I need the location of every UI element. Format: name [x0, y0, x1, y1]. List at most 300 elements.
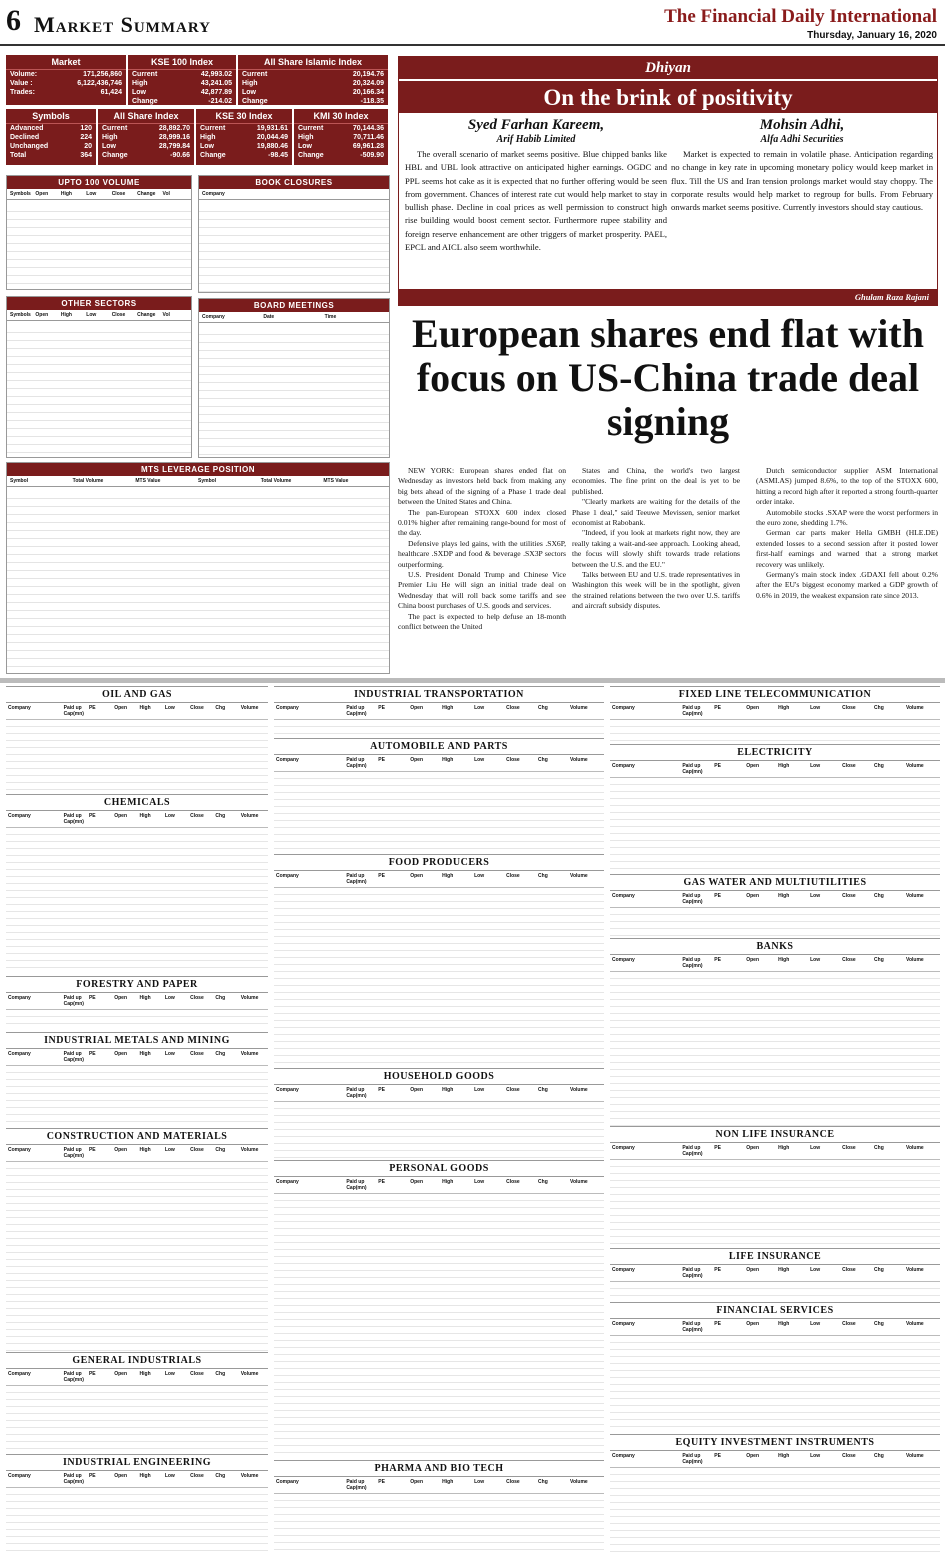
sector-table-ind-transport [274, 686, 604, 736]
column-header: Low [164, 995, 175, 1001]
column-header: Close [190, 995, 204, 1001]
column-header: Chg [874, 893, 884, 899]
column-header: Low [164, 705, 175, 711]
column-header: Open [114, 995, 128, 1001]
column-header: Paid up Cap(mn) [63, 705, 84, 717]
column-header: Company [276, 1087, 299, 1093]
sector-rows [6, 1488, 268, 1556]
column-header: Open [114, 1371, 128, 1377]
sector-rows [274, 1494, 604, 1556]
column-header: Open [114, 813, 128, 819]
column-header: Low [164, 813, 175, 819]
column-header: PE [88, 1371, 96, 1377]
column-header: Low [810, 1145, 821, 1151]
column-header: Close [842, 1321, 856, 1327]
sector-table-personal [274, 1160, 604, 1456]
sector-title: AUTOMOBILE AND PARTS [274, 739, 604, 755]
board-meetings-table: BOARD MEETINGS Company Date Time [198, 298, 390, 458]
sector-column-headers [274, 755, 604, 772]
upto100-table: UPTO 100 VOLUME Symbols Open High Low Close Change Vol [6, 175, 192, 290]
sector-title: INDUSTRIAL ENGINEERING [6, 1455, 268, 1471]
column-header: Paid up Cap(mn) [346, 1479, 367, 1491]
column-header: Chg [874, 763, 884, 769]
column-header: PE [378, 1087, 385, 1093]
masthead: The Financial Daily International [664, 6, 937, 27]
column-header: Chg [874, 705, 884, 711]
sector-title: EQUITY INVESTMENT INSTRUMENTS [610, 1435, 940, 1451]
column-header: Volume [905, 763, 924, 769]
article-column-2: States and China, the world's two largest economies. The fine print on the deal is yet to be published. "Clearly markets are waiting for the details of the Phase 1 deal," said Teeuwe Mevissen, senior market economist at Rabobank. "Indeed, if you look at markets right now, they are really taking a wait-and-see approach. Looking ahead, the focus will slowly shift towards trade relations between the U.S. and the EU." Talks between EU and U.S. trade representatives in Washington this week will be in the spotlight, given the strained relations between the two over U.S. tariffs and aircraft subsidy disputes. [572, 466, 740, 611]
sector-rows [274, 1194, 604, 1458]
sector-rows [610, 1468, 940, 1556]
column-header: Company [276, 873, 299, 879]
column-header: Close [190, 1051, 204, 1057]
column-header: Open [746, 1453, 759, 1459]
analyst-comment: The overall scenario of market seems positive. Blue chipped banks like HBL and UBL look attractive on anticipated higher earnings. OGDC and PPL seems hot cake as it is expected that no further offering would be seen from government. Chances of interest rate cut would help market to stay in bullish phase. Decline in coal prices as well permission to construct high rise building would boost cement sector. Furthermore rupee stability and foreign reserve enhancement are other triggers of market prosperity. PAEL, EPCL and AICL also seem worthwhile. [405, 149, 667, 253]
column-header: Open [746, 1145, 759, 1151]
article-column-3: Dutch semiconductor supplier ASM International (ASMI.AS) jumped 8.6%, to the top of the STOXX 600, hitting a record high after it reported a strong fourth-quarter order intake. Automobile stocks .SXAP were the worst performers in the euro zone, shedding 1.7%. German car parts maker Hella GMBH (HLE.DE) extended losses to a second session after it posted lower first-half earnings and warned that a strong market recovery was unlikely. Germany's main stock index .GDAXI fell about 0.2% after the EU's biggest economy marked a GDP growth of 0.6% in 2019, the weakest expansion rate since 2013. [756, 466, 938, 600]
market-box: Market Volume: 171,256,860 Value : 6,122,436,746 Trades: 61,424 [6, 55, 126, 105]
sector-column-headers [610, 1319, 940, 1336]
column-header: High [139, 1473, 151, 1479]
column-header: Volume [905, 1321, 924, 1327]
sector-rows [610, 720, 940, 744]
column-header: Volume [905, 705, 924, 711]
kmi30-box: KMI 30 Index Current 70,144.36 High 70,711.46 Low 69,961.28 Change -509.90 [294, 109, 388, 165]
sector-column-headers [610, 955, 940, 972]
column-header: Company [612, 1145, 635, 1151]
sector-title: FOOD PRODUCERS [274, 855, 604, 871]
column-header: Chg [538, 873, 548, 879]
sector-title: NON LIFE INSURANCE [610, 1127, 940, 1143]
sector-table-financial [610, 1302, 940, 1430]
column-header: Close [842, 763, 856, 769]
column-header: Open [746, 957, 759, 963]
sector-rows [6, 1386, 268, 1454]
column-header: Company [612, 893, 635, 899]
column-header: Volume [905, 893, 924, 899]
column-header: Volume [905, 1453, 924, 1459]
sector-table-ind-eng [6, 1454, 268, 1554]
sector-rows [610, 1160, 940, 1248]
sector-table-chemicals [6, 794, 268, 972]
column-header: Close [190, 1147, 204, 1153]
other-sectors-table: OTHER SECTORS Symbols Open High Low Close Change Vol [6, 296, 192, 458]
sector-title: BANKS [610, 939, 940, 955]
column-header: PE [378, 1479, 385, 1485]
sector-table-fixed-line [610, 686, 940, 742]
column-header: Low [810, 957, 821, 963]
column-header: High [778, 1321, 790, 1327]
column-header: Company [276, 1479, 299, 1485]
dhiyan-right-column [671, 117, 933, 214]
mts-table: MTS LEVERAGE POSITION Symbol Total Volume MTS Value Symbol Total Volume MTS Value [6, 462, 390, 674]
column-header: Volume [905, 957, 924, 963]
sector-column-headers [6, 1369, 268, 1386]
article-column-1: NEW YORK: European shares ended flat on Wednesday as investors held back from making any big bets ahead of the signing of a Phase 1 trade deal between the United States and China. The pan-European STOXX 600 index closed 0.01% higher after remaining range-bound for most of the day. Defensive plays led gains, with the utilities .SX6P, healthcare .SXDP and food & beverage .SX3P sectors outperforming. U.S. President Donald Trump and Chinese Vice Premier Liu He will sign an initial trade deal on Wednesday that will roll back some tariffs and see China boost purchases of U.S. goods and services. The pact is expected to help defuse an 18-month conflict between the United [398, 466, 566, 632]
column-header: PE [88, 705, 96, 711]
column-header: Low [810, 1267, 821, 1273]
column-header: Chg [215, 1147, 226, 1153]
column-header: Chg [538, 705, 548, 711]
column-header: Paid up Cap(mn) [682, 1453, 703, 1465]
column-header: Paid up Cap(mn) [682, 1267, 703, 1279]
column-header: Close [842, 957, 856, 963]
sector-column-headers [610, 891, 940, 908]
page-header [0, 0, 945, 46]
sector-title: LIFE INSURANCE [610, 1249, 940, 1265]
symbols-box: Symbols Advanced 120 Declined 224 Unchanged 20 Total 364 [6, 109, 96, 165]
column-header: Chg [538, 1479, 548, 1485]
analyst-org: Arif Habib Limited [496, 134, 576, 145]
column-header: High [139, 813, 151, 819]
column-header: Open [114, 1147, 128, 1153]
column-header: Volume [240, 1147, 259, 1153]
sector-title: CONSTRUCTION AND MATERIALS [6, 1129, 268, 1145]
column-header: PE [714, 1145, 721, 1151]
section-title: Market Summary [34, 12, 211, 37]
column-header: Company [612, 705, 635, 711]
column-header: Volume [569, 1087, 588, 1093]
sector-column-headers [274, 871, 604, 888]
column-header: Company [8, 813, 31, 819]
column-header: PE [714, 957, 721, 963]
article-headline: European shares end flat with focus on US-China trade deal signing [412, 311, 924, 444]
column-header: Volume [569, 757, 588, 763]
column-header: Open [746, 1267, 759, 1273]
column-header: Company [612, 763, 635, 769]
sector-table-ind-metals [6, 1032, 268, 1124]
column-header: Close [190, 1371, 204, 1377]
column-header: PE [88, 995, 96, 1001]
column-header: PE [88, 1051, 96, 1057]
column-header: High [139, 1051, 151, 1057]
sector-column-headers [274, 1477, 604, 1494]
column-header: Open [410, 705, 423, 711]
analyst-name: Syed Farhan Kareem, [467, 117, 605, 133]
column-header: Low [810, 1321, 821, 1327]
sector-title: FORESTRY AND PAPER [6, 977, 268, 993]
column-header: Paid up Cap(mn) [63, 1051, 84, 1063]
column-header: Chg [538, 1179, 548, 1185]
sector-table-oil-gas [6, 686, 268, 788]
sector-rows [610, 1336, 940, 1432]
column-header: Chg [215, 995, 226, 1001]
sector-rows [274, 1102, 604, 1158]
column-header: Paid up Cap(mn) [682, 1321, 703, 1333]
sector-table-banks [610, 938, 940, 1124]
column-header: Paid up Cap(mn) [682, 705, 703, 717]
dhiyan-headline: On the brink of positivity [399, 79, 937, 113]
sector-rows [610, 972, 940, 1126]
sector-column-headers [274, 1177, 604, 1194]
column-header: Low [164, 1371, 175, 1377]
column-header: Open [114, 1473, 128, 1479]
sector-title: ELECTRICITY [610, 745, 940, 761]
book-closures-table: BOOK CLOSURES Company [198, 175, 390, 293]
sector-rows [6, 720, 268, 790]
column-header: Chg [215, 1371, 226, 1377]
column-header: Volume [569, 705, 588, 711]
column-header: Paid up Cap(mn) [682, 1145, 703, 1157]
market-row: Trades: 61,424 [10, 89, 122, 96]
column-header: Paid up Cap(mn) [63, 1371, 84, 1383]
column-header: PE [88, 813, 96, 819]
column-header: Open [410, 1087, 423, 1093]
sector-column-headers [610, 1451, 940, 1468]
column-header: Close [842, 705, 856, 711]
sector-title: FINANCIAL SERVICES [610, 1303, 940, 1319]
column-header: PE [378, 873, 385, 879]
column-header: PE [88, 1147, 96, 1153]
analyst-org: Alfa Adhi Securities [760, 134, 844, 145]
column-header: Open [410, 873, 423, 879]
column-header: High [778, 893, 790, 899]
page-number: 6 [6, 4, 21, 37]
column-header: Chg [874, 1453, 884, 1459]
column-header: Open [114, 1051, 128, 1057]
column-header: Volume [240, 813, 259, 819]
column-header: Low [474, 1087, 485, 1093]
column-header: Low [164, 1473, 175, 1479]
column-header: Close [842, 1453, 856, 1459]
column-header: Paid up Cap(mn) [63, 1473, 84, 1485]
sector-rows [6, 1162, 268, 1352]
column-header: Low [474, 705, 485, 711]
column-header: Company [8, 1147, 31, 1153]
column-header: Paid up Cap(mn) [346, 873, 367, 885]
column-header: Company [612, 1267, 635, 1273]
column-header: Paid up Cap(mn) [63, 995, 84, 1007]
column-header: Volume [240, 1473, 259, 1479]
column-header: Chg [874, 1267, 884, 1273]
sector-title: HOUSEHOLD GOODS [274, 1069, 604, 1085]
column-header: Low [164, 1147, 175, 1153]
sector-table-auto [274, 738, 604, 850]
column-header: Chg [538, 757, 548, 763]
sector-rows [6, 1010, 268, 1030]
sector-title: OIL AND GAS [6, 687, 268, 703]
sector-column-headers [6, 703, 268, 720]
column-header: Chg [215, 1473, 226, 1479]
column-header: High [139, 705, 151, 711]
column-header: High [442, 873, 454, 879]
sector-column-headers [610, 703, 940, 720]
sector-title: CHEMICALS [6, 795, 268, 811]
column-header: Open [746, 705, 759, 711]
sector-title: PERSONAL GOODS [274, 1161, 604, 1177]
sector-column-headers [610, 761, 940, 778]
sector-table-equity [610, 1434, 940, 1554]
column-header: Open [410, 1479, 423, 1485]
column-header: PE [378, 1179, 385, 1185]
sector-table-gas-water [610, 874, 940, 936]
column-header: Company [276, 705, 299, 711]
column-header: High [778, 1453, 790, 1459]
sector-column-headers [274, 1085, 604, 1102]
sector-rows [274, 720, 604, 738]
column-header: Low [474, 873, 485, 879]
sector-column-headers [6, 811, 268, 828]
column-header: Volume [240, 705, 259, 711]
column-header: High [139, 1147, 151, 1153]
sector-column-headers [6, 993, 268, 1010]
column-header: Chg [215, 705, 226, 711]
sector-table-general-ind [6, 1352, 268, 1452]
dhiyan-box [398, 56, 938, 306]
column-header: Chg [215, 813, 226, 819]
sector-rows [274, 772, 604, 852]
column-header: Close [842, 1267, 856, 1273]
column-header: Company [8, 705, 31, 711]
sector-column-headers [274, 703, 604, 720]
column-header: Low [474, 1179, 485, 1185]
kse100-box: KSE 100 Index Current 42,993.02 High 43,241.05 Low 42,877.89 Change -214.02 [128, 55, 236, 105]
column-header: Close [506, 873, 520, 879]
sector-column-headers [6, 1471, 268, 1488]
column-header: Close [190, 813, 204, 819]
dhiyan-footer: Ghulam Raza Rajani [399, 289, 937, 305]
column-header: PE [714, 763, 721, 769]
column-header: Paid up Cap(mn) [346, 757, 367, 769]
column-header: Close [190, 705, 204, 711]
column-header: Chg [215, 1051, 226, 1057]
column-header: PE [378, 705, 385, 711]
dhiyan-tag: Dhiyan [399, 57, 937, 79]
sector-table-construction [6, 1128, 268, 1350]
column-header: Low [810, 893, 821, 899]
column-header: Company [8, 1051, 31, 1057]
column-header: Company [8, 1371, 31, 1377]
column-header: Company [612, 1321, 635, 1327]
column-header: High [778, 705, 790, 711]
column-header: High [139, 1371, 151, 1377]
column-header: Company [276, 1179, 299, 1185]
column-header: High [442, 1087, 454, 1093]
column-header: Paid up Cap(mn) [63, 1147, 84, 1159]
sector-title: INDUSTRIAL TRANSPORTATION [274, 687, 604, 703]
column-header: Close [842, 893, 856, 899]
column-header: Company [8, 995, 31, 1001]
column-header: Close [506, 1179, 520, 1185]
column-header: Open [746, 763, 759, 769]
column-header: Paid up Cap(mn) [346, 1087, 367, 1099]
sector-rows [610, 908, 940, 938]
column-header: Paid up Cap(mn) [682, 957, 703, 969]
sector-column-headers [610, 1143, 940, 1160]
column-header: High [442, 1179, 454, 1185]
sector-title: FIXED LINE TELECOMMUNICATION [610, 687, 940, 703]
column-header: Company [612, 957, 635, 963]
sector-table-non-life [610, 1126, 940, 1246]
column-header: Close [842, 1145, 856, 1151]
sector-column-headers [610, 1265, 940, 1282]
column-header: Company [276, 757, 299, 763]
column-header: Chg [874, 1321, 884, 1327]
sector-table-forestry [6, 976, 268, 1028]
sector-title: GENERAL INDUSTRIALS [6, 1353, 268, 1369]
column-header: Low [810, 763, 821, 769]
column-header: Close [506, 757, 520, 763]
column-header: Paid up Cap(mn) [346, 1179, 367, 1191]
column-header: Chg [874, 957, 884, 963]
column-header: PE [378, 757, 385, 763]
sector-rows [610, 778, 940, 874]
sector-table-electricity [610, 744, 940, 872]
column-header: PE [714, 705, 721, 711]
column-header: High [442, 757, 454, 763]
column-header: Volume [569, 1479, 588, 1485]
market-row: Value : 6,122,436,746 [10, 80, 122, 87]
column-header: Low [810, 1453, 821, 1459]
column-header: Paid up Cap(mn) [63, 813, 84, 825]
column-header: Volume [569, 1179, 588, 1185]
column-header: High [442, 705, 454, 711]
column-header: Paid up Cap(mn) [682, 893, 703, 905]
column-header: High [139, 995, 151, 1001]
sector-table-life [610, 1248, 940, 1300]
column-header: High [778, 763, 790, 769]
column-header: Paid up Cap(mn) [346, 705, 367, 717]
column-header: Volume [569, 873, 588, 879]
column-header: Low [474, 1479, 485, 1485]
column-header: Open [410, 757, 423, 763]
column-header: Open [746, 1321, 759, 1327]
sector-rows [6, 828, 268, 974]
dateline: Thursday, January 16, 2020 [807, 30, 937, 41]
column-header: Low [474, 757, 485, 763]
column-header: Open [746, 893, 759, 899]
sector-table-food [274, 854, 604, 1064]
column-header: Close [506, 1479, 520, 1485]
sector-title: GAS WATER AND MULTIUTILITIES [610, 875, 940, 891]
column-header: Chg [538, 1087, 548, 1093]
column-header: Volume [240, 1051, 259, 1057]
allshare-islamic-box: All Share Islamic Index Current 20,194.76 High 20,324.09 Low 20,166.34 Change -118.35 [238, 55, 388, 105]
allshare-box: All Share Index Current 28,892.70 High 28,999.16 Low 28,799.84 Change -90.66 [98, 109, 194, 165]
column-header: Close [506, 1087, 520, 1093]
column-header: Company [8, 1473, 31, 1479]
sector-table-household [274, 1068, 604, 1156]
column-header: Open [114, 705, 128, 711]
column-header: Close [506, 705, 520, 711]
column-header: Volume [905, 1267, 924, 1273]
sector-table-pharma [274, 1460, 604, 1554]
column-header: PE [714, 1321, 721, 1327]
sector-rows [6, 1066, 268, 1126]
sector-title: PHARMA AND BIO TECH [274, 1461, 604, 1477]
column-header: Volume [240, 1371, 259, 1377]
column-header: Open [410, 1179, 423, 1185]
column-header: Low [810, 705, 821, 711]
column-header: Close [190, 1473, 204, 1479]
column-header: Volume [905, 1145, 924, 1151]
kse30-box: KSE 30 Index Current 19,931.61 High 20,044.49 Low 19,880.46 Change -98.45 [196, 109, 292, 165]
sector-column-headers [6, 1049, 268, 1066]
column-header: Company [612, 1453, 635, 1459]
analyst-name: Mohsin Adhi, [759, 117, 845, 133]
dhiyan-left-column [405, 117, 667, 254]
column-header: PE [714, 1267, 721, 1273]
divider [0, 678, 945, 683]
column-header: High [778, 1267, 790, 1273]
column-header: High [778, 957, 790, 963]
column-header: High [442, 1479, 454, 1485]
sector-title: INDUSTRIAL METALS AND MINING [6, 1033, 268, 1049]
column-header: PE [714, 893, 721, 899]
sector-rows [274, 888, 604, 1066]
column-header: PE [88, 1473, 96, 1479]
